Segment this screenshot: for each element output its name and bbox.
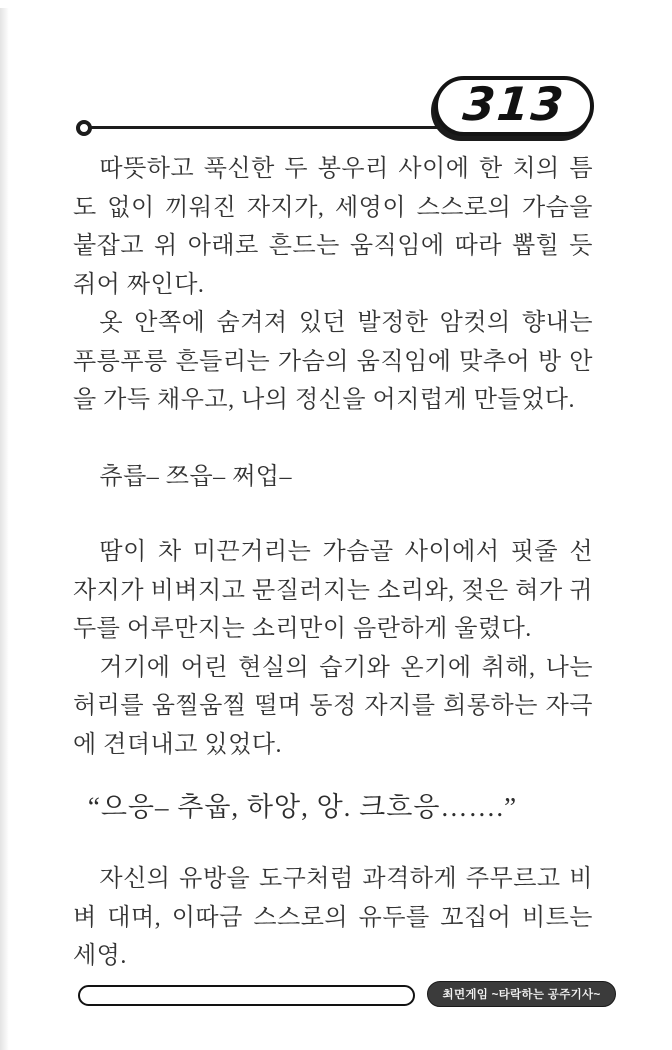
page-edge-shadow (0, 8, 9, 1050)
series-title: 최면게임 ~타락하는 공주기사~ (442, 989, 601, 1001)
quote-line: “으응– 추웁, 하앙, 앙. 크흐응…….” (87, 792, 518, 822)
header-rule (86, 126, 438, 129)
footer-pill (78, 985, 415, 1006)
sfx-line: 츄릅– 쯔읍– 쩌업– (99, 463, 292, 490)
paragraph: 옷 안쪽에 숨겨져 있던 발정한 암컷의 향내는 푸릉푸릉 흔들리는 가슴의 움직임에 맞추어 방 안을 가득 채우고, 나의 정신을 어지럽게 만들었다. (73, 310, 593, 413)
paragraph: 땀이 차 미끈거리는 가슴골 사이에서 핏줄 선 자지가 비벼지고 문질러지는 소리와, 젖은 혀가 귀두를 어루만지는 소리만이 음란하게 울렸다. (73, 539, 593, 642)
series-title-badge (427, 981, 616, 1007)
paragraph: 따뜻하고 푹신한 두 봉우리 사이에 한 치의 틈도 없이 끼워진 자지가, 세영이 스스로의 가슴을 붙잡고 위 아래로 흔드는 움직임에 따라 뽑힐 듯 쥐어 짜인다. (73, 156, 593, 298)
header-line-end-dot (76, 120, 92, 136)
paragraph: 자신의 유방을 도구처럼 과격하게 주무르고 비벼 대며, 이따금 스스로의 유두를 꼬집어 비트는 세영. (73, 866, 593, 969)
paragraph: 거기에 어린 현실의 습기와 온기에 취해, 나는 허리를 움찔움찔 떨며 동정 자지를 희롱하는 자극에 견뎌내고 있었다. (73, 654, 593, 758)
page-number-badge (434, 76, 594, 136)
text-area (73, 150, 593, 976)
page-number: 313 (460, 77, 568, 131)
